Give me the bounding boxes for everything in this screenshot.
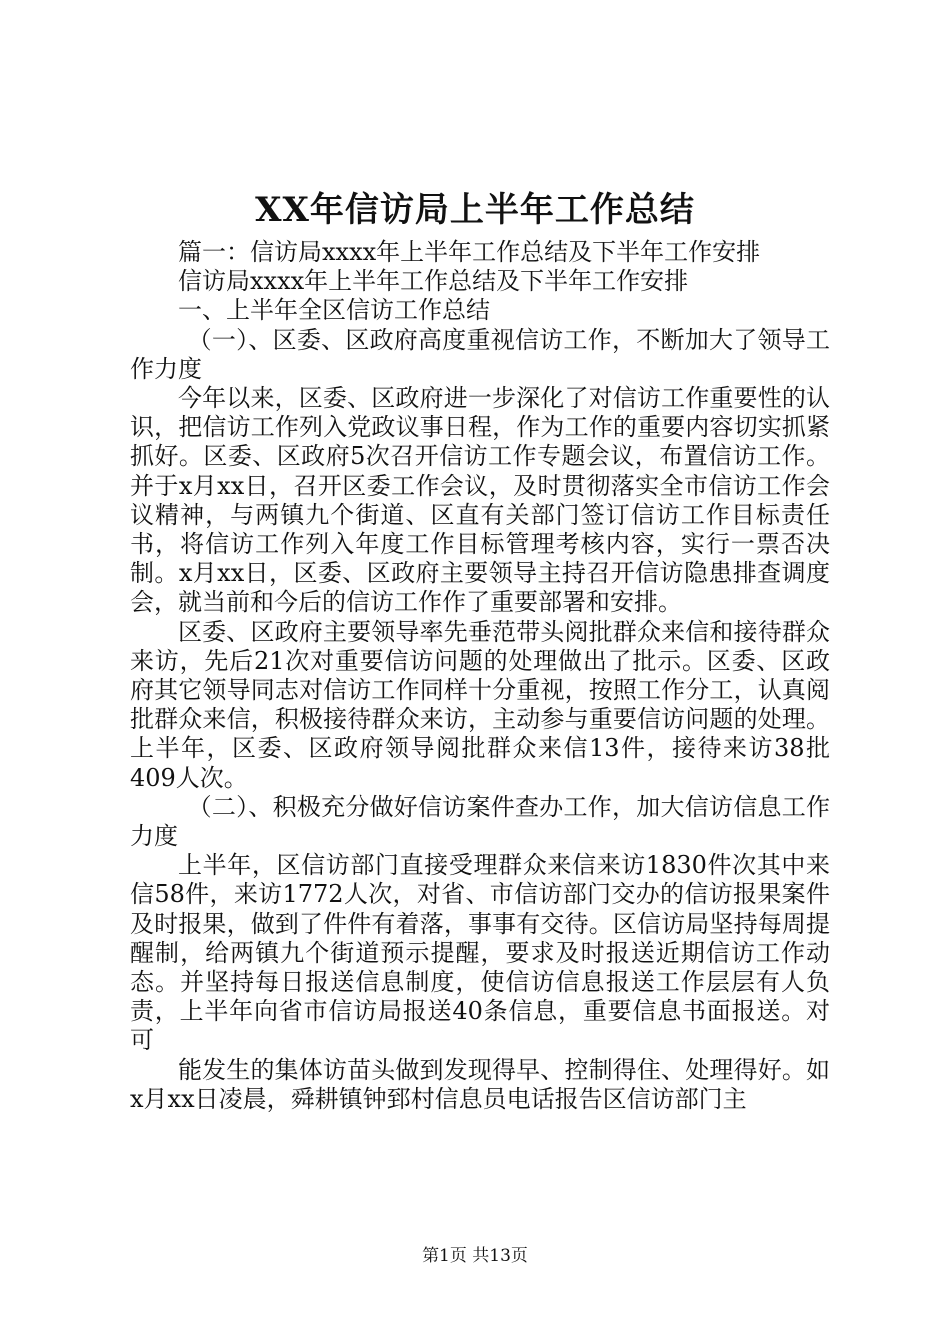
paragraph-heading: 信访局xxxx年上半年工作总结及下半年工作安排 <box>178 267 689 296</box>
paragraph: 区委、区政府主要领导率先垂范带头阅批群众来信和接待群众来访，先后21次对重要信访问题的处理做出了批示。区委、区政府其它领导同志对信访工作同样十分重视，按照工作分工，认真阅批群众来信，积极接待群众来访，主动参与重要信访问题的处理。上半年，区委、区政府领导阅批群众来信13件，接待来访38批409人次。 <box>130 617 830 792</box>
paragraph-subtitle: 篇一：信访局xxxx年上半年工作总结及下半年工作安排 <box>178 238 761 266</box>
subsection-heading-2: （二）、积极充分做好信访案件查办工作，加大信访信息工作力度 <box>130 792 830 851</box>
document-title: XX年信访局上半年工作总结 <box>255 190 695 230</box>
subsection-heading-1: （一）、区委、区政府高度重视信访工作，不断加大了领导工作力度 <box>130 325 830 383</box>
paragraph: 上半年，区信访部门直接受理群众来信来访1830件次其中来信58件，来访1772人次，对省、市信访部门交办的信访报果案件及时报果，做到了件件有着落，事事有交待。区信访局坚持每周提醒制，给两镇九个街道预示提醒，要求及时报送近期信访工作动态。并坚持每日报送信息制度，使信访信息报送工作层层有人负责，上半年向省市信访局报送40条信息，重要信息书面报送。对可 <box>130 851 830 1055</box>
paragraph: 能发生的集体访苗头做到发现得早、控制得住、处理得好。如x月xx日凌晨，舜耕镇钟郅村信息员电话报告区信访部门主 <box>130 1055 830 1113</box>
paragraph: 今年以来，区委、区政府进一步深化了对信访工作重要性的认识，把信访工作列入党政议事日程，作为工作的重要内容切实抓紧抓好。区委、区政府5次召开信访工作专题会议，布置信访工作。并于x月xx日，召开区委工作会议，及时贯彻落实全市信访工作会议精神，与两镇九个街道、区直有关部门签订信访工作目标责任书，将信访工作列入年度工作目标管理考核内容，实行一票否决制。x月xx日，区委、区政府主要领导主持召开信访隐患排查调度会，就当前和今后的信访工作作了重要部署和安排。 <box>130 384 830 617</box>
document-body <box>130 238 830 1114</box>
section-heading-1: 一、上半年全区信访工作总结 <box>178 296 490 325</box>
page-number-footer: 第1页 共13页 <box>422 1246 528 1266</box>
